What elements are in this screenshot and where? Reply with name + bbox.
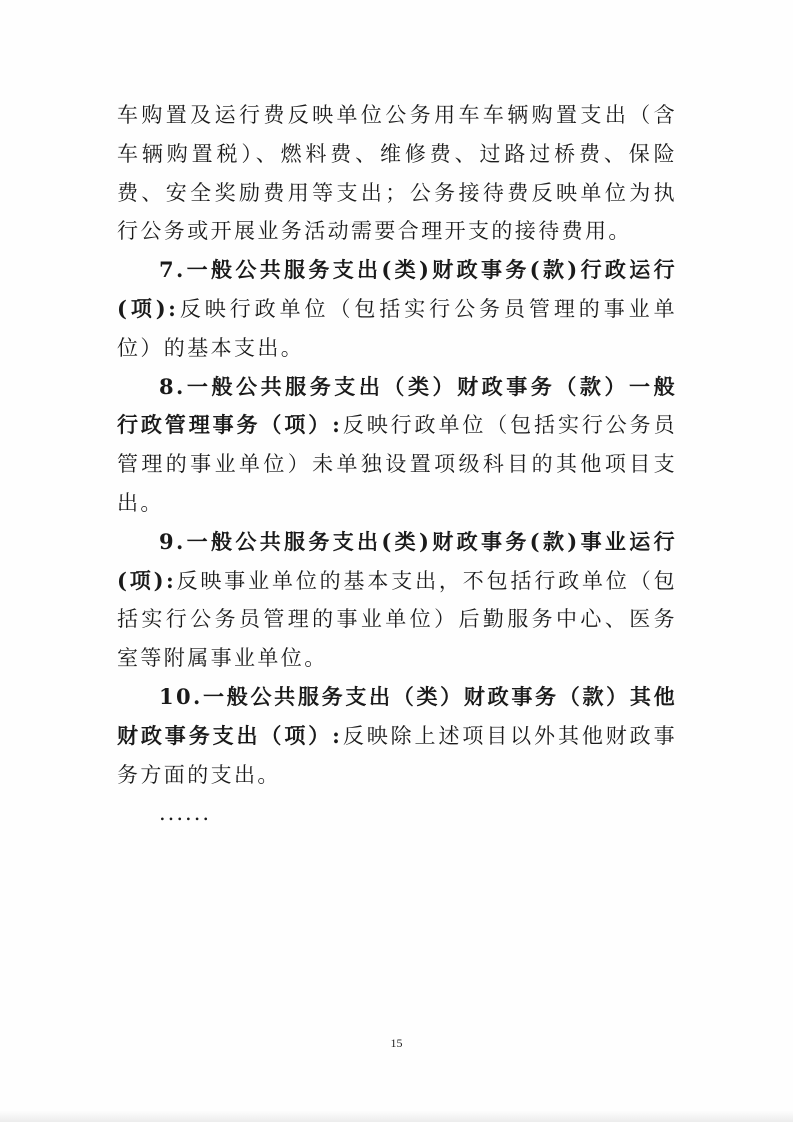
page-number: 15: [390, 1036, 403, 1050]
paragraph-item-9: [117, 523, 677, 678]
item-heading: 8.一般公共服务支出（类）财政事务（款）一般行政管理事务（项）:: [117, 373, 677, 438]
item-heading: 9.一般公共服务支出(类)财政事务(款)事业运行(项):: [117, 528, 677, 593]
item-text: 反映除上述项目以外其他财政事务方面的支出。: [117, 723, 677, 787]
item-heading: 7.一般公共服务支出(类)财政事务(款)行政运行(项):: [117, 257, 677, 321]
item-text: 反映事业单位的基本支出，不包括行政单位（包括实行公务员管理的事业单位）后勤服务中心、医务室等附属事业单位。: [117, 568, 677, 671]
item-text: 反映行政单位（包括实行公务员管理的事业单位）的基本支出。: [117, 296, 677, 360]
page-bottom-edge: [0, 1110, 793, 1122]
paragraph-item-10: [117, 678, 677, 794]
item-heading: 10.一般公共服务支出（类）财政事务（款）其他财政事务支出（项）:: [117, 683, 677, 748]
continuation-ellipsis: ......: [159, 801, 212, 826]
paragraph-vehicle-and-reception-costs: [117, 96, 677, 251]
paragraph-text: 车购置及运行费反映单位公务用车车辆购置支出（含车辆购置税）、燃料费、维修费、过路过桥费、保险费、安全奖励费用等支出；公务接待费反映单位为执行公务或开展业务活动需要合理开支的接待费用。: [117, 103, 677, 244]
paragraph-item-8: [117, 368, 677, 523]
paragraph-item-7: [117, 251, 677, 367]
page-body: [117, 96, 677, 833]
item-text: 反映行政单位（包括实行公务员管理的事业单位）未单独设置项级科目的其他项目支出。: [117, 413, 677, 515]
